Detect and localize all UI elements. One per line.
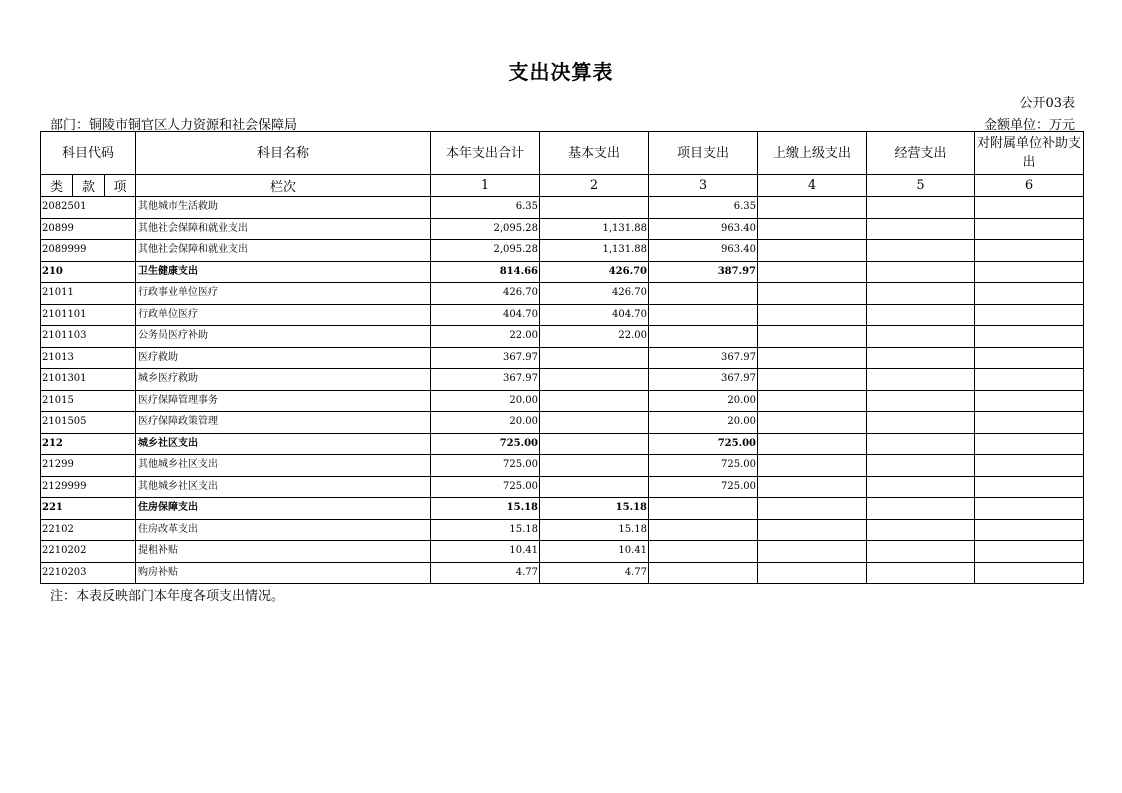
cell-business bbox=[867, 283, 975, 305]
table-row bbox=[41, 283, 1084, 305]
cell-code: 2101505 bbox=[41, 412, 136, 434]
cell-subsidy bbox=[975, 412, 1084, 434]
table-row bbox=[41, 519, 1084, 541]
cell-upper bbox=[758, 347, 867, 369]
cell-subsidy bbox=[975, 240, 1084, 262]
cell-project bbox=[649, 541, 758, 563]
cell-total: 404.70 bbox=[431, 304, 540, 326]
cell-business bbox=[867, 433, 975, 455]
subheader-col-5: 5 bbox=[867, 175, 975, 197]
cell-total: 2,095.28 bbox=[431, 240, 540, 262]
header-total: 本年支出合计 bbox=[431, 132, 540, 175]
table-body bbox=[41, 197, 1084, 584]
table-row bbox=[41, 562, 1084, 584]
cell-basic bbox=[540, 390, 649, 412]
cell-project: 963.40 bbox=[649, 240, 758, 262]
cell-name: 其他社会保障和就业支出 bbox=[136, 218, 431, 240]
table-row bbox=[41, 390, 1084, 412]
cell-business bbox=[867, 347, 975, 369]
cell-upper bbox=[758, 455, 867, 477]
subheader-row bbox=[41, 175, 1084, 197]
cell-total: 4.77 bbox=[431, 562, 540, 584]
cell-total: 20.00 bbox=[431, 412, 540, 434]
subheader-col-4: 4 bbox=[758, 175, 867, 197]
subheader-col-2: 2 bbox=[540, 175, 649, 197]
cell-project bbox=[649, 283, 758, 305]
amount-unit-label: 金额单位：万元 bbox=[983, 118, 1075, 133]
cell-code: 2089999 bbox=[41, 240, 136, 262]
cell-code: 22102 bbox=[41, 519, 136, 541]
cell-upper bbox=[758, 541, 867, 563]
header-code: 科目代码 bbox=[41, 132, 136, 175]
page-title: 支出决算表 bbox=[508, 60, 614, 84]
cell-business bbox=[867, 519, 975, 541]
cell-project bbox=[649, 519, 758, 541]
cell-upper bbox=[758, 562, 867, 584]
cell-subsidy bbox=[975, 218, 1084, 240]
cell-upper bbox=[758, 261, 867, 283]
subheader-xiang: 项 bbox=[105, 175, 136, 197]
cell-basic bbox=[540, 476, 649, 498]
table-row bbox=[41, 412, 1084, 434]
cell-subsidy bbox=[975, 519, 1084, 541]
cell-project: 20.00 bbox=[649, 390, 758, 412]
cell-project: 6.35 bbox=[649, 197, 758, 219]
cell-subsidy bbox=[975, 498, 1084, 520]
table-row bbox=[41, 218, 1084, 240]
subheader-lanci: 栏次 bbox=[136, 175, 431, 197]
cell-code: 2101101 bbox=[41, 304, 136, 326]
cell-basic: 4.77 bbox=[540, 562, 649, 584]
cell-upper bbox=[758, 283, 867, 305]
cell-upper bbox=[758, 304, 867, 326]
table-note: 注：本表反映部门本年度各项支出情况。 bbox=[50, 589, 285, 604]
department-label: 部门：铜陵市铜官区人力资源和社会保障局 bbox=[50, 118, 298, 133]
cell-basic bbox=[540, 455, 649, 477]
cell-name: 行政单位医疗 bbox=[136, 304, 431, 326]
cell-basic bbox=[540, 433, 649, 455]
subheader-kuan: 款 bbox=[73, 175, 105, 197]
cell-basic: 15.18 bbox=[540, 519, 649, 541]
cell-business bbox=[867, 562, 975, 584]
cell-total: 814.66 bbox=[431, 261, 540, 283]
cell-total: 15.18 bbox=[431, 519, 540, 541]
cell-business bbox=[867, 218, 975, 240]
cell-subsidy bbox=[975, 455, 1084, 477]
cell-project: 367.97 bbox=[649, 347, 758, 369]
table-row bbox=[41, 541, 1084, 563]
cell-subsidy bbox=[975, 433, 1084, 455]
table-row bbox=[41, 326, 1084, 348]
cell-subsidy bbox=[975, 369, 1084, 391]
cell-name: 城乡医疗救助 bbox=[136, 369, 431, 391]
cell-upper bbox=[758, 218, 867, 240]
cell-total: 2,095.28 bbox=[431, 218, 540, 240]
cell-name: 医疗救助 bbox=[136, 347, 431, 369]
cell-total: 20.00 bbox=[431, 390, 540, 412]
subheader-col-3: 3 bbox=[649, 175, 758, 197]
cell-subsidy bbox=[975, 476, 1084, 498]
cell-total: 367.97 bbox=[431, 347, 540, 369]
cell-business bbox=[867, 261, 975, 283]
cell-code: 20899 bbox=[41, 218, 136, 240]
cell-basic: 22.00 bbox=[540, 326, 649, 348]
table-row bbox=[41, 197, 1084, 219]
cell-upper bbox=[758, 240, 867, 262]
cell-name: 卫生健康支出 bbox=[136, 261, 431, 283]
table-row bbox=[41, 455, 1084, 477]
cell-business bbox=[867, 455, 975, 477]
cell-upper bbox=[758, 390, 867, 412]
cell-basic bbox=[540, 412, 649, 434]
cell-code: 21013 bbox=[41, 347, 136, 369]
cell-total: 15.18 bbox=[431, 498, 540, 520]
cell-business bbox=[867, 390, 975, 412]
cell-basic: 426.70 bbox=[540, 283, 649, 305]
table-row bbox=[41, 261, 1084, 283]
cell-total: 426.70 bbox=[431, 283, 540, 305]
header-business: 经营支出 bbox=[867, 132, 975, 175]
cell-project: 963.40 bbox=[649, 218, 758, 240]
cell-business bbox=[867, 304, 975, 326]
header-project: 项目支出 bbox=[649, 132, 758, 175]
cell-basic: 1,131.88 bbox=[540, 218, 649, 240]
cell-code: 2210202 bbox=[41, 541, 136, 563]
header-name: 科目名称 bbox=[136, 132, 431, 175]
cell-code: 221 bbox=[41, 498, 136, 520]
cell-name: 购房补贴 bbox=[136, 562, 431, 584]
cell-subsidy bbox=[975, 390, 1084, 412]
cell-name: 住房保障支出 bbox=[136, 498, 431, 520]
cell-name: 住房改革支出 bbox=[136, 519, 431, 541]
cell-total: 6.35 bbox=[431, 197, 540, 219]
cell-subsidy bbox=[975, 261, 1084, 283]
table-row bbox=[41, 240, 1084, 262]
cell-project bbox=[649, 498, 758, 520]
cell-name: 医疗保障管理事务 bbox=[136, 390, 431, 412]
cell-name: 其他城市生活救助 bbox=[136, 197, 431, 219]
cell-basic: 426.70 bbox=[540, 261, 649, 283]
cell-project: 725.00 bbox=[649, 455, 758, 477]
header-subsidy: 对附属单位补助支出 bbox=[975, 132, 1084, 175]
table-row bbox=[41, 369, 1084, 391]
cell-basic: 1,131.88 bbox=[540, 240, 649, 262]
cell-business bbox=[867, 240, 975, 262]
cell-upper bbox=[758, 519, 867, 541]
cell-business bbox=[867, 541, 975, 563]
cell-business bbox=[867, 197, 975, 219]
cell-code: 2101301 bbox=[41, 369, 136, 391]
cell-code: 212 bbox=[41, 433, 136, 455]
subheader-col-6: 6 bbox=[975, 175, 1084, 197]
cell-project: 387.97 bbox=[649, 261, 758, 283]
cell-total: 725.00 bbox=[431, 433, 540, 455]
cell-upper bbox=[758, 476, 867, 498]
table-row bbox=[41, 498, 1084, 520]
table-row bbox=[41, 304, 1084, 326]
cell-total: 725.00 bbox=[431, 476, 540, 498]
cell-basic: 15.18 bbox=[540, 498, 649, 520]
cell-project: 367.97 bbox=[649, 369, 758, 391]
cell-project: 725.00 bbox=[649, 433, 758, 455]
cell-name: 提租补贴 bbox=[136, 541, 431, 563]
cell-project: 725.00 bbox=[649, 476, 758, 498]
cell-project bbox=[649, 304, 758, 326]
cell-name: 医疗保障政策管理 bbox=[136, 412, 431, 434]
cell-project: 20.00 bbox=[649, 412, 758, 434]
cell-total: 725.00 bbox=[431, 455, 540, 477]
cell-upper bbox=[758, 326, 867, 348]
table-row bbox=[41, 476, 1084, 498]
cell-subsidy bbox=[975, 347, 1084, 369]
cell-subsidy bbox=[975, 304, 1084, 326]
header-row bbox=[41, 132, 1084, 175]
cell-basic: 404.70 bbox=[540, 304, 649, 326]
cell-code: 21011 bbox=[41, 283, 136, 305]
cell-business bbox=[867, 498, 975, 520]
cell-subsidy bbox=[975, 197, 1084, 219]
cell-business bbox=[867, 412, 975, 434]
cell-subsidy bbox=[975, 562, 1084, 584]
cell-upper bbox=[758, 197, 867, 219]
cell-subsidy bbox=[975, 541, 1084, 563]
cell-name: 城乡社区支出 bbox=[136, 433, 431, 455]
cell-upper bbox=[758, 412, 867, 434]
table-row bbox=[41, 347, 1084, 369]
form-number: 公开03表 bbox=[1019, 96, 1075, 111]
cell-business bbox=[867, 476, 975, 498]
cell-code: 21015 bbox=[41, 390, 136, 412]
cell-code: 2210203 bbox=[41, 562, 136, 584]
cell-code: 21299 bbox=[41, 455, 136, 477]
cell-upper bbox=[758, 433, 867, 455]
cell-name: 其他城乡社区支出 bbox=[136, 476, 431, 498]
header-upper: 上缴上级支出 bbox=[758, 132, 867, 175]
cell-subsidy bbox=[975, 326, 1084, 348]
subheader-col-1: 1 bbox=[431, 175, 540, 197]
expenditure-table bbox=[40, 131, 1084, 584]
cell-total: 22.00 bbox=[431, 326, 540, 348]
cell-subsidy bbox=[975, 283, 1084, 305]
cell-code: 2101103 bbox=[41, 326, 136, 348]
cell-upper bbox=[758, 498, 867, 520]
cell-basic bbox=[540, 369, 649, 391]
cell-name: 公务员医疗补助 bbox=[136, 326, 431, 348]
cell-basic bbox=[540, 197, 649, 219]
cell-code: 2082501 bbox=[41, 197, 136, 219]
cell-total: 10.41 bbox=[431, 541, 540, 563]
cell-name: 其他社会保障和就业支出 bbox=[136, 240, 431, 262]
cell-business bbox=[867, 369, 975, 391]
cell-total: 367.97 bbox=[431, 369, 540, 391]
cell-project bbox=[649, 562, 758, 584]
cell-upper bbox=[758, 369, 867, 391]
header-basic: 基本支出 bbox=[540, 132, 649, 175]
cell-code: 210 bbox=[41, 261, 136, 283]
cell-basic: 10.41 bbox=[540, 541, 649, 563]
cell-basic bbox=[540, 347, 649, 369]
cell-project bbox=[649, 326, 758, 348]
cell-name: 其他城乡社区支出 bbox=[136, 455, 431, 477]
subheader-lei: 类 bbox=[41, 175, 73, 197]
cell-code: 2129999 bbox=[41, 476, 136, 498]
table-row bbox=[41, 433, 1084, 455]
cell-name: 行政事业单位医疗 bbox=[136, 283, 431, 305]
cell-business bbox=[867, 326, 975, 348]
